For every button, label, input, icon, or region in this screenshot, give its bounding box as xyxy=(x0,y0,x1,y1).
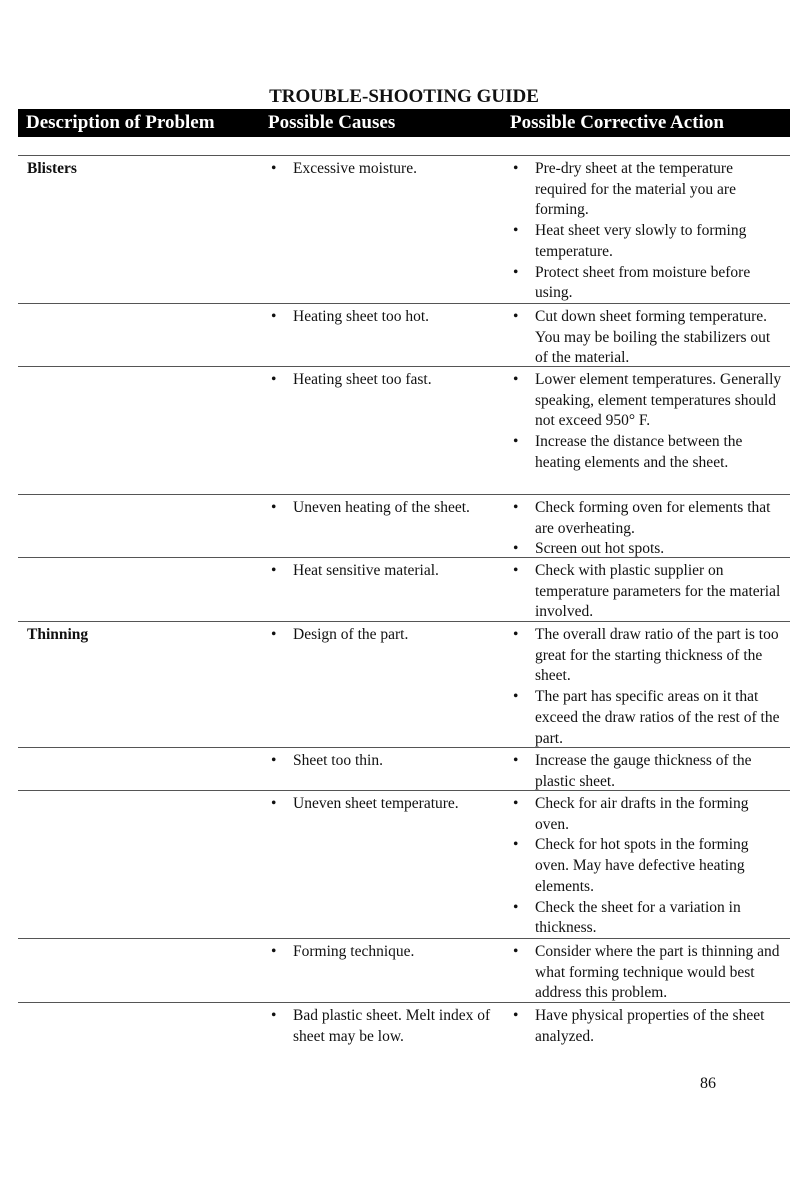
cause-text: Excessive moisture. xyxy=(293,160,417,177)
bullet-icon: • xyxy=(513,752,519,769)
cause-text: Sheet too thin. xyxy=(293,752,383,769)
table-row xyxy=(18,622,790,748)
cause-cell xyxy=(268,942,508,963)
bullet-icon: • xyxy=(513,263,519,281)
bullet-icon: • xyxy=(513,222,519,240)
cause-item xyxy=(268,498,508,519)
actions-cell xyxy=(510,1006,785,1047)
bullet-icon: • xyxy=(271,499,277,516)
page-number: 86 xyxy=(700,1075,716,1092)
cause-item xyxy=(268,159,508,180)
action-item xyxy=(510,942,785,1004)
cause-cell xyxy=(268,751,508,772)
header-actions: Possible Corrective Action xyxy=(510,112,724,133)
cause-item xyxy=(268,751,508,772)
cause-text: Bad plastic sheet. Melt index of sheet may be low. xyxy=(293,1007,491,1045)
action-text: Check with plastic supplier on temperature parameters for the material involved. xyxy=(535,562,781,621)
cause-cell xyxy=(268,1006,508,1047)
action-item xyxy=(510,794,785,835)
action-text: Increase the distance between the heating elements and the sheet. xyxy=(535,433,743,471)
table-row xyxy=(18,1003,790,1065)
cause-text: Uneven sheet temperature. xyxy=(293,795,459,812)
actions-cell xyxy=(510,561,785,623)
actions-cell xyxy=(510,625,785,749)
bullet-icon: • xyxy=(271,626,277,643)
bullet-icon: • xyxy=(271,795,277,812)
table-row xyxy=(18,791,790,939)
action-text: The overall draw ratio of the part is too great for the starting thickness of the sheet. xyxy=(535,626,779,685)
cause-cell xyxy=(268,498,508,519)
cause-text: Uneven heating of the sheet. xyxy=(293,499,470,516)
header-causes: Possible Causes xyxy=(268,112,396,133)
cause-cell xyxy=(268,159,508,180)
bullet-icon: • xyxy=(513,898,519,916)
cause-cell xyxy=(268,307,508,328)
bullet-icon: • xyxy=(271,1007,277,1024)
cause-text: Heat sensitive material. xyxy=(293,562,439,579)
action-item xyxy=(510,625,785,687)
cause-cell xyxy=(268,794,508,815)
action-text: Consider where the part is thinning and what forming technique would best address this problem. xyxy=(535,943,780,1002)
table-row xyxy=(18,558,790,622)
actions-cell xyxy=(510,751,785,792)
cause-text: Design of the part. xyxy=(293,626,409,643)
action-text: Screen out hot spots. xyxy=(535,540,665,558)
action-item xyxy=(510,370,785,432)
bullet-icon: • xyxy=(271,562,277,579)
action-item xyxy=(510,1006,785,1047)
action-item xyxy=(510,561,785,623)
cause-text: Forming technique. xyxy=(293,943,415,960)
table-row xyxy=(18,939,790,1003)
bullet-icon: • xyxy=(271,160,277,177)
bullet-icon: • xyxy=(513,943,519,960)
cause-item xyxy=(268,794,508,815)
page-title: TROUBLE-SHOOTING GUIDE xyxy=(269,86,539,107)
bullet-icon: • xyxy=(513,160,519,177)
bullet-icon: • xyxy=(513,540,519,558)
bullet-icon: • xyxy=(271,752,277,769)
table-header xyxy=(18,109,790,137)
action-text: Check the sheet for a variation in thickness. xyxy=(535,898,741,937)
action-text: Check for hot spots in the forming oven. May have defective heating elements. xyxy=(535,836,749,895)
action-text: Lower element temperatures. Generally speaking, element temperatures should not exceed 950° F. xyxy=(535,371,782,430)
action-text: The part has specific areas on it that exceed the draw ratios of the rest of the part. xyxy=(535,688,780,747)
action-text: Have physical properties of the sheet analyzed. xyxy=(535,1007,765,1045)
bullet-icon: • xyxy=(513,371,519,388)
actions-cell xyxy=(510,307,785,369)
bullet-icon: • xyxy=(271,308,277,325)
action-text: Check for air drafts in the forming oven. xyxy=(535,795,749,833)
bullet-icon: • xyxy=(513,562,519,579)
cause-cell xyxy=(268,370,508,391)
action-item xyxy=(510,263,785,304)
bullet-icon: • xyxy=(513,795,519,812)
bullet-icon: • xyxy=(513,688,519,706)
cause-item xyxy=(268,1006,508,1047)
actions-cell xyxy=(510,498,785,560)
action-text: Protect sheet from moisture before using. xyxy=(535,263,751,302)
table-row xyxy=(18,495,790,558)
cause-item xyxy=(268,942,508,963)
action-item xyxy=(510,221,785,262)
table-row xyxy=(18,156,790,304)
table-row xyxy=(18,304,790,367)
action-item xyxy=(510,687,785,749)
actions-cell xyxy=(510,159,785,304)
action-text: Heat sheet very slowly to forming temperature. xyxy=(535,222,747,260)
bullet-icon: • xyxy=(271,371,277,388)
cause-item xyxy=(268,561,508,582)
troubleshooting-table xyxy=(18,156,790,1065)
bullet-icon: • xyxy=(513,433,519,451)
action-text: Cut down sheet forming temperature. You may be boiling the stabilizers out of the material. xyxy=(535,308,771,367)
action-item xyxy=(510,751,785,792)
bullet-icon: • xyxy=(513,1007,519,1024)
cause-text: Heating sheet too hot. xyxy=(293,308,430,325)
problem-cell: Thinning xyxy=(27,626,89,643)
action-text: Increase the gauge thickness of the plastic sheet. xyxy=(535,752,752,790)
action-item xyxy=(510,432,785,473)
cause-item xyxy=(268,370,508,391)
table-row xyxy=(18,367,790,495)
action-item xyxy=(510,898,785,939)
bullet-icon: • xyxy=(513,499,519,516)
cause-text: Heating sheet too fast. xyxy=(293,371,432,388)
bullet-icon: • xyxy=(513,308,519,325)
action-item xyxy=(510,539,785,560)
cause-cell xyxy=(268,625,508,646)
table-row xyxy=(18,748,790,791)
action-text: Pre-dry sheet at the temperature required for the material you are forming. xyxy=(535,160,736,219)
bullet-icon: • xyxy=(513,836,519,854)
actions-cell xyxy=(510,370,785,474)
bullet-icon: • xyxy=(271,943,277,960)
action-item xyxy=(510,307,785,369)
actions-cell xyxy=(510,942,785,1004)
action-item xyxy=(510,835,785,897)
action-text: Check forming oven for elements that are overheating. xyxy=(535,499,771,537)
cause-cell xyxy=(268,561,508,582)
bullet-icon: • xyxy=(513,626,519,643)
header-problem: Description of Problem xyxy=(26,112,215,133)
actions-cell xyxy=(510,794,785,939)
action-item xyxy=(510,498,785,539)
cause-item xyxy=(268,307,508,328)
cause-item xyxy=(268,625,508,646)
problem-cell: Blisters xyxy=(27,160,77,177)
action-item xyxy=(510,159,785,221)
